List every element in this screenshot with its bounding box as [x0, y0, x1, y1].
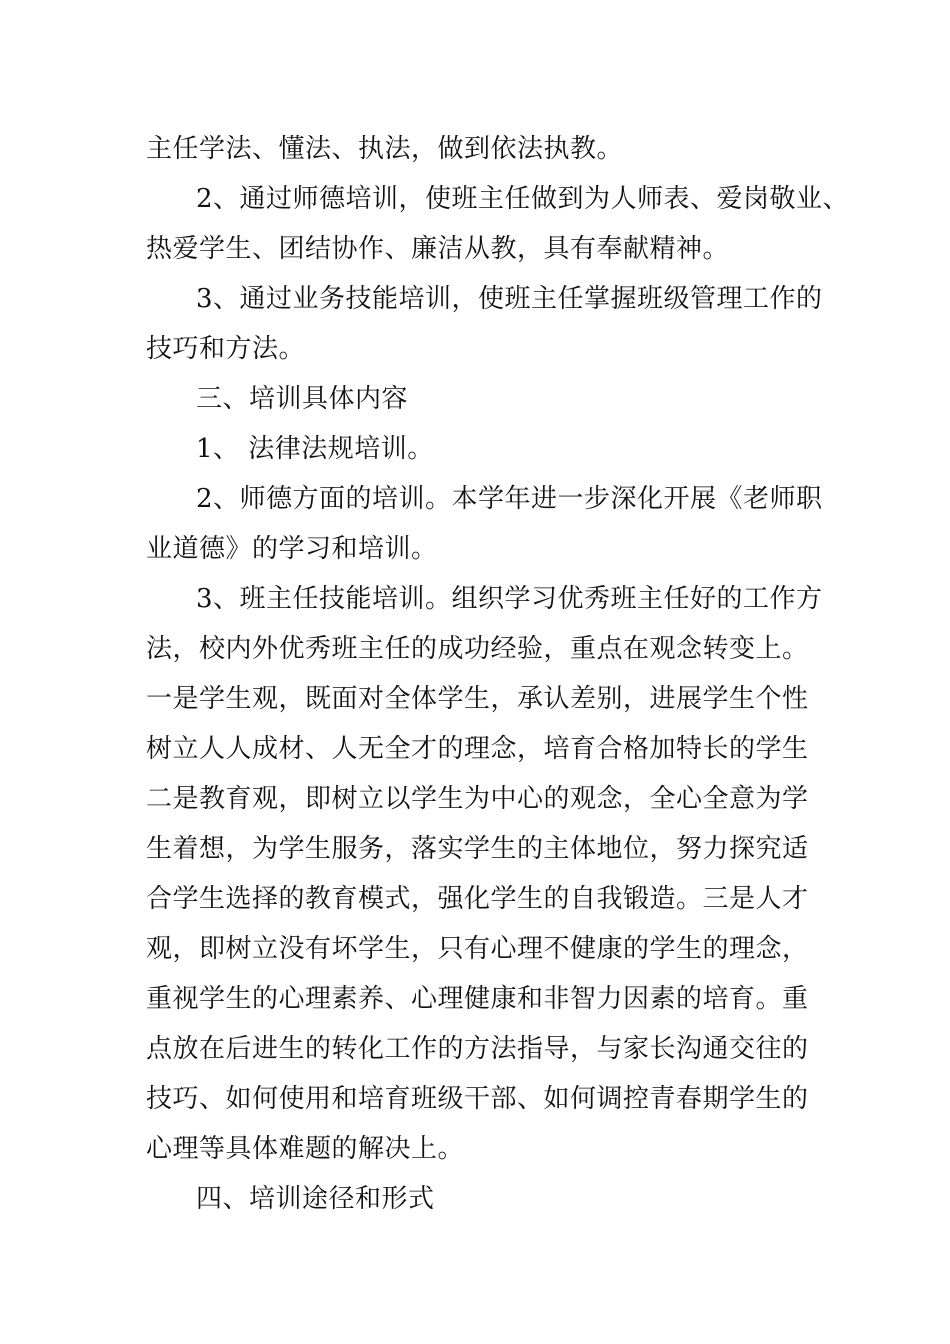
text-line: 技巧和方法。 — [146, 334, 306, 364]
text-line: 技巧、如何使用和培育班级干部、如何调控青春期学生的 — [146, 1084, 809, 1114]
text-line: 观，即树立没有坏学生，只有心理不健康的学生的理念， — [146, 934, 809, 964]
text-line: 3、班主任技能培训。组织学习优秀班主任好的工作方 — [196, 584, 823, 614]
text-line: 一是学生观，既面对全体学生，承认差别，进展学生个性 — [146, 684, 809, 714]
text-line: 热爱学生、团结协作、廉洁从教，具有奉献精神。 — [146, 234, 730, 264]
text-line: 3、通过业务技能培训，使班主任掌握班级管理工作的 — [196, 284, 823, 314]
text-line: 业道德》的学习和培训。 — [146, 534, 438, 564]
text-line: 树立人人成材、人无全才的理念，培育合格加特长的学生 — [146, 734, 809, 764]
text-line: 法，校内外优秀班主任的成功经验，重点在观念转变上。 — [146, 634, 809, 664]
text-line: 点放在后进生的转化工作的方法指导，与家长沟通交往的 — [146, 1034, 809, 1064]
section-heading: 三、培训具体内容 — [196, 384, 409, 414]
text-line: 2、师德方面的培训。本学年进一步深化开展《老师职 — [196, 484, 823, 514]
text-line: 1、 法律法规培训。 — [196, 434, 434, 464]
section-heading: 四、培训途径和形式 — [196, 1184, 435, 1214]
text-line: 二是教育观，即树立以学生为中心的观念，全心全意为学 — [146, 784, 809, 814]
text-line: 主任学法、懂法、执法，做到依法执教。 — [146, 134, 624, 164]
text-line: 重视学生的心理素养、心理健康和非智力因素的培育。重 — [146, 984, 809, 1014]
text-line: 心理等具体难题的解决上。 — [146, 1134, 465, 1164]
text-line: 合学生选择的教育模式，强化学生的自我锻造。三是人才 — [146, 884, 809, 914]
text-line: 生着想，为学生服务，落实学生的主体地位，努力探究适 — [146, 834, 809, 864]
text-line: 2、通过师德培训，使班主任做到为人师表、爱岗敬业、 — [196, 184, 850, 214]
